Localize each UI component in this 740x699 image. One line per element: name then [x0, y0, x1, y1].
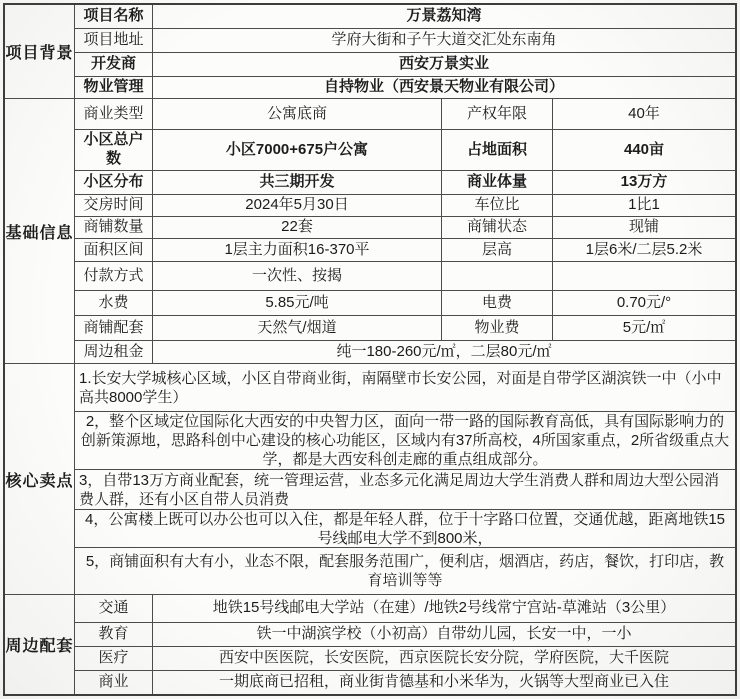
section-surroundings [5, 594, 735, 694]
row-value-1: 小区7000+675户公寓 [153, 130, 442, 170]
row-shop-count [75, 216, 735, 238]
row-label-1: 小区总户数 [75, 130, 153, 170]
row-label: 医疗 [75, 647, 153, 670]
row-label-1: 交房时间 [75, 195, 153, 216]
row-property-management [75, 76, 735, 98]
row-total-households [75, 129, 735, 170]
selling-point-3 [75, 469, 735, 509]
section-title-basic-info: 基础信息 [5, 99, 75, 363]
row-value-2: 13万方 [620, 173, 668, 191]
row-label-1: 小区分布 [75, 171, 153, 194]
row-label-1: 付款方式 [75, 262, 153, 290]
row-label-2: 层高 [442, 239, 553, 261]
selling-point-text: 1.长安大学城核心区域，小区自带商业街，南隔壁市长安公园，对面是自带学区湖滨铁一中（小中高共8000学生） [79, 369, 722, 406]
row-payment-method [75, 261, 735, 290]
row-value-1: 一次性、按揭 [153, 262, 442, 290]
row-value-2: 1层6米/二层5.2米 [585, 240, 703, 258]
row-value-2: 440亩 [623, 140, 665, 158]
row-water-fee [75, 290, 735, 315]
row-label-2: 物业费 [442, 316, 553, 340]
row-label-2: 车位比 [442, 195, 553, 216]
row-label-2: 产权年限 [442, 99, 553, 129]
row-business-type [75, 99, 735, 129]
row-label-1: 周边租金 [75, 341, 153, 363]
row-label-1: 面积区间 [75, 239, 153, 261]
section-body-surroundings [75, 595, 735, 694]
row-commerce [75, 670, 735, 694]
row-value-1: 22套 [153, 217, 442, 238]
row-label-2: 占地面积 [442, 130, 553, 170]
selling-point-text: 3，自带13万方商业配套，统一管理运营，业态多元化满足周边大学生消费人群和周边大型公园消费人群，还有小区自带人员消费 [79, 471, 720, 508]
row-value-1: 2024年5月30日 [153, 195, 442, 216]
row-value-1: 天然气/烟道 [153, 316, 442, 340]
row-label: 开发商 [75, 53, 153, 76]
row-value: 一期底商已招租，商业街肯德基和小米华为，火锅等大型商业已入住 [218, 673, 669, 691]
section-body-project-background [75, 5, 735, 98]
row-shop-facilities [75, 315, 735, 340]
selling-point-4 [75, 509, 735, 547]
row-label-2: 电费 [442, 291, 553, 315]
section-title-surroundings: 周边配套 [5, 595, 75, 694]
section-project-background [5, 5, 735, 98]
row-label-1: 商铺配套 [75, 316, 153, 340]
row-value-2: 0.70元/° [616, 293, 672, 311]
row-label: 交通 [75, 595, 153, 622]
row-value: 学府大街和子午大道交汇处东南角 [331, 31, 557, 49]
selling-point-text: 5，商铺面积有大有小，业态不限，配套服务范围广，便利店，烟酒店，药店，餐饮，打印店，教育培训等等 [85, 553, 725, 589]
row-value-2: 现铺 [628, 218, 659, 236]
property-info-table [3, 3, 737, 696]
row-delivery-date [75, 194, 735, 216]
selling-point-2 [75, 411, 735, 469]
row-value-1: 5.85元/吨 [153, 291, 442, 315]
row-label: 项目名称 [75, 5, 153, 28]
row-value-1: 共三期开发 [153, 171, 442, 194]
row-value-1: 公寓底商 [153, 99, 442, 129]
row-phase-distribution [75, 170, 735, 194]
selling-point-text: 4，公寓楼上既可以办公也可以入住，都是年轻人群，位于十字路口位置，交通优越，距离地铁15号线邮电大学不到800米， [84, 510, 726, 547]
row-value-merged: 纯一180-260元/㎡，二层80元/㎡ [336, 342, 552, 360]
row-value: 西安中医医院，长安医院，西京医院长安分院，学府医院，大千医院 [218, 649, 669, 667]
row-label: 物业管理 [75, 77, 153, 98]
row-project-name [75, 5, 735, 28]
row-transport [75, 595, 735, 622]
row-surrounding-rent [75, 340, 735, 363]
row-value: 铁一中湖滨学校（小初高）自带幼儿园，长安一中，一小 [256, 625, 632, 643]
row-label-2: 商业体量 [442, 171, 553, 194]
section-title-selling-points: 核心卖点 [5, 364, 75, 594]
row-label-1: 商业类型 [75, 99, 153, 129]
selling-point-5 [75, 547, 735, 594]
row-value-2: 1比1 [628, 196, 660, 214]
row-medical [75, 646, 735, 670]
section-body-basic-info [75, 99, 735, 363]
row-label-1: 水费 [75, 291, 153, 315]
row-value-1: 1层主力面积16-370平 [153, 239, 442, 261]
row-value-2: 40年 [628, 104, 660, 122]
row-education [75, 622, 735, 646]
row-value: 自持物业（西安景天物业有限公司） [323, 78, 564, 96]
row-value: 西安万景实业 [398, 55, 489, 73]
row-label: 商业 [75, 671, 153, 694]
selling-point-1 [75, 364, 735, 411]
section-selling-points [5, 363, 735, 594]
row-project-address [75, 28, 735, 52]
row-area-range [75, 238, 735, 261]
row-value-2 [553, 262, 735, 290]
selling-point-text: 2，整个区域定位国际化大西安的中央智力区，面向一带一路的国际教育高低，具有国际影响力的创新策源地，思路科创中心建设的核心功能区，区域内有37所高校，4所国家重点，2所省级重点大学，都是大西安科创走廊的重点组成部分。 [80, 413, 730, 468]
section-basic-info [5, 98, 735, 363]
row-label-2: 商铺状态 [442, 217, 553, 238]
row-label: 项目地址 [75, 29, 153, 52]
row-label-2 [442, 262, 553, 290]
section-body-selling-points [75, 364, 735, 594]
section-title-project-background: 项目背景 [5, 5, 75, 98]
row-value: 地铁15号线邮电大学站（在建）/地铁2号线常宁宫站-草滩站（3公里） [212, 599, 676, 617]
row-label: 教育 [75, 623, 153, 646]
row-value: 万景荔知湾 [406, 7, 482, 25]
row-developer [75, 52, 735, 76]
row-label-1: 商铺数量 [75, 217, 153, 238]
row-value-2: 5元/㎡ [622, 318, 666, 336]
